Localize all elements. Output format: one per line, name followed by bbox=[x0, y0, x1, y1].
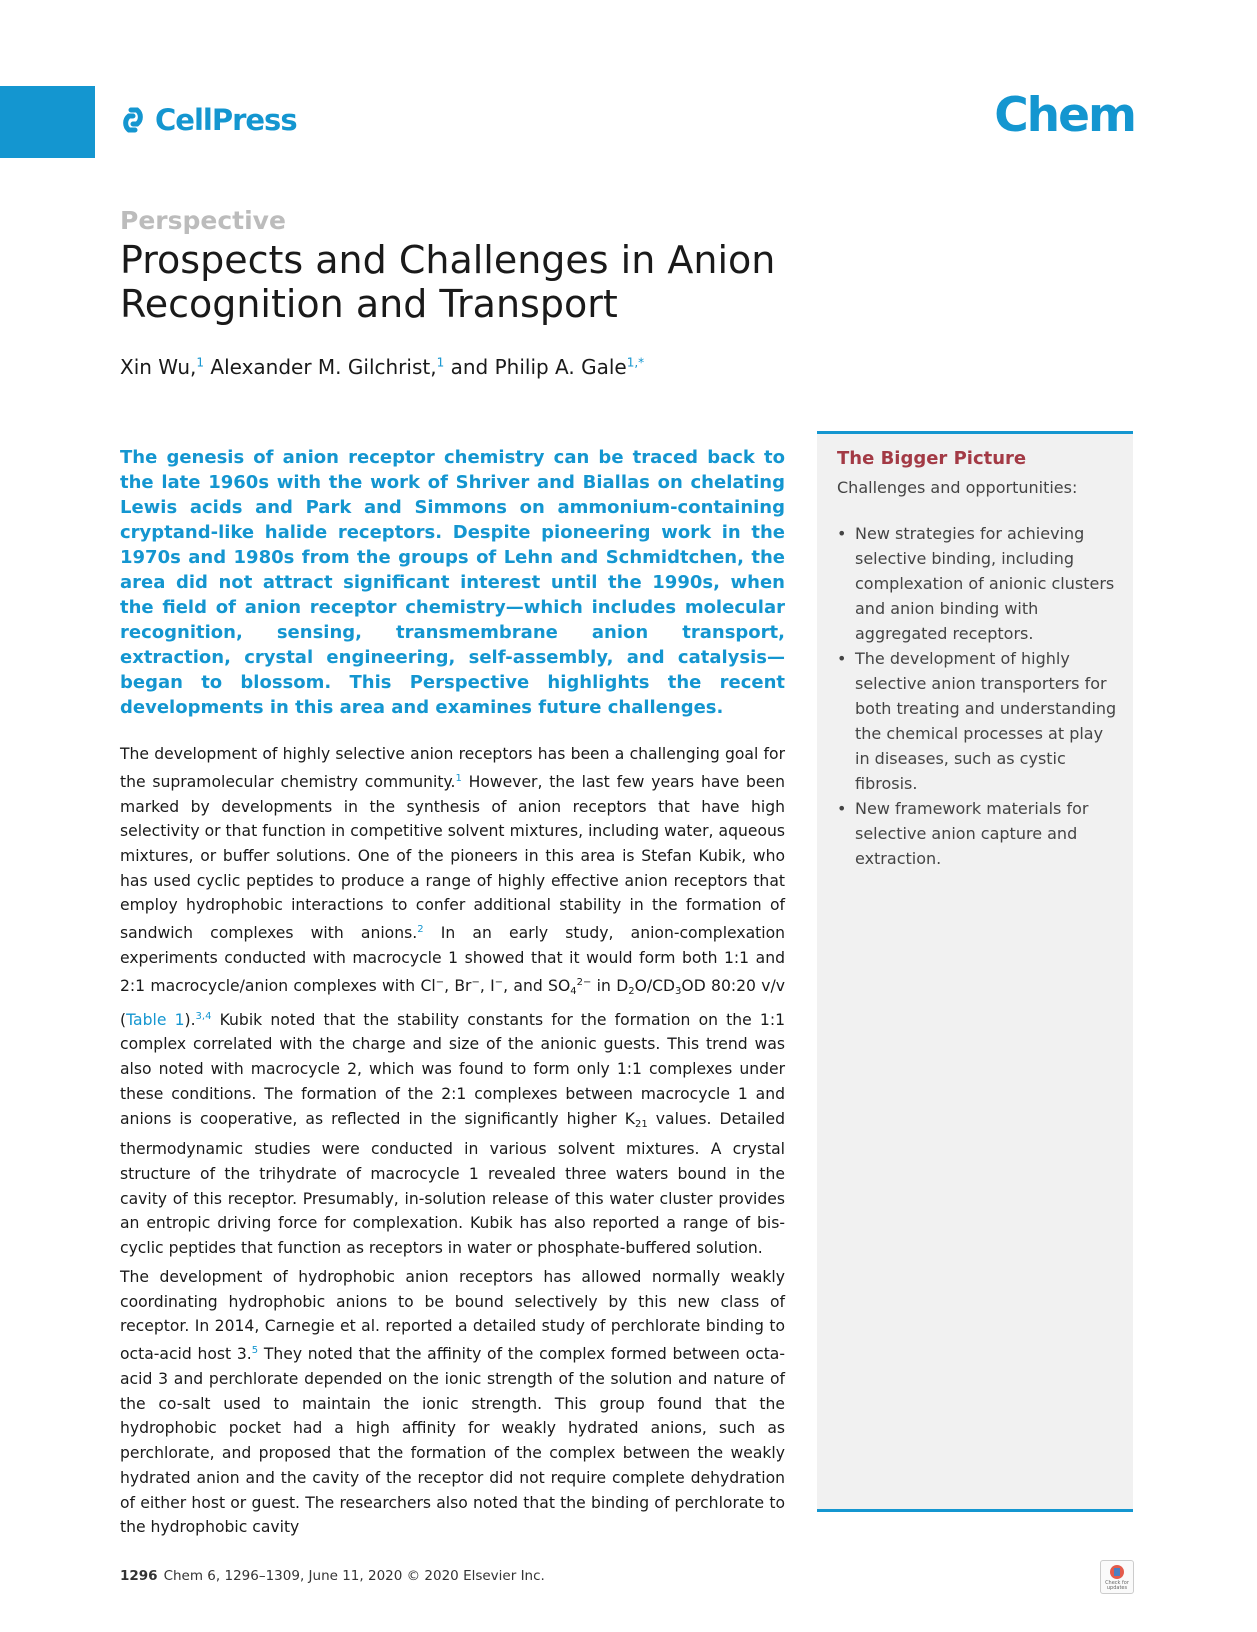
badge-label: Check for updates bbox=[1105, 1580, 1129, 1591]
body-text: in D bbox=[591, 976, 629, 995]
sidebar-subtitle: Challenges and opportunities: bbox=[837, 478, 1078, 497]
bigger-picture-sidebar bbox=[817, 431, 1133, 1512]
page-number: 1296 bbox=[120, 1568, 158, 1584]
table-link[interactable]: Table 1 bbox=[126, 1010, 185, 1029]
charge: 2− bbox=[576, 976, 592, 988]
charge: − bbox=[494, 976, 504, 988]
body-text: The development of highly selective anion receptors has been a challenging goal for the supramolecular chemistry community. bbox=[120, 745, 785, 791]
body-text: ). bbox=[184, 1010, 196, 1029]
body-text: , I bbox=[479, 976, 495, 995]
body-text: O/CD bbox=[634, 976, 676, 995]
list-item-text: New strategies for achieving selective binding, including complexation of anionic clusters and anion binding with aggregated receptors. bbox=[855, 524, 1115, 643]
page-footer bbox=[120, 1568, 545, 1584]
subscript: 2 bbox=[628, 985, 635, 997]
reference-link[interactable]: 1 bbox=[455, 772, 462, 784]
body-paragraph bbox=[120, 742, 785, 1261]
body-paragraph bbox=[120, 1265, 785, 1540]
list-item bbox=[837, 521, 1117, 646]
body-text: In an early study, anion-complexation experiments conducted with macrocycle 1 showed that it would form both 1:1 and 2:1 macrocycle/anion complexes with Cl bbox=[120, 924, 785, 995]
body-text: values. Detailed thermodynamic studies were conducted in various solvent mixtures. A crystal structure of the trihydrate of macrocycle 1 revealed three waters bound in the cavity of this receptor. Presumably, in-solution release of this water cluster provides an entropic driving force for complexation. Kubik has also reported a range of bis-cyclic peptides that function as receptors in water or phosphate-buffered solution. bbox=[120, 1109, 785, 1258]
journal-name[interactable]: Chem bbox=[994, 88, 1135, 143]
body-text: , Br bbox=[444, 976, 472, 995]
bullet: • bbox=[837, 524, 847, 543]
sidebar-title: The Bigger Picture bbox=[837, 448, 1027, 469]
list-item-text: New framework materials for selective anion capture and extraction. bbox=[855, 799, 1089, 868]
subscript: 21 bbox=[634, 1118, 648, 1130]
subscript: 3 bbox=[675, 985, 682, 997]
bullet: • bbox=[837, 799, 847, 818]
article-title: Prospects and Challenges in Anion Recognition and Transport bbox=[120, 238, 776, 326]
reference-link[interactable]: 3,4 bbox=[195, 1010, 212, 1022]
check-for-updates-badge[interactable] bbox=[1100, 1560, 1134, 1594]
cellpress-logo-icon bbox=[119, 107, 149, 133]
body-text: However, the last few years have been marked by developments in the synthesis of anion receptors that have high selectivity or that function in competitive solvent mixtures, including water, aqueous mixtures, or buffer solutions. One of the pioneers in this area is Stefan Kubik, who has used cyclic peptides to produce a range of highly effective anion receptors that employ hydrophobic interactions to confer additional stability in the formation of sandwich complexes with anions. bbox=[120, 772, 785, 943]
publisher-name: CellPress bbox=[155, 103, 297, 137]
charge: − bbox=[471, 976, 480, 988]
list-item bbox=[837, 646, 1117, 796]
sidebar-list bbox=[837, 521, 1117, 871]
reference-link[interactable]: 2 bbox=[417, 924, 424, 936]
body-text: The development of hydrophobic anion receptors has allowed normally weakly coordinating hydrophobic anions to be bound selectively by this new class of receptor. In 2014, Carnegie et al. reported a detailed study of perchlorate binding to octa-acid host 3. bbox=[120, 1268, 785, 1364]
citation: Chem 6, 1296–1309, June 11, 2020 © 2020 Elsevier Inc. bbox=[163, 1568, 545, 1584]
body-text: They noted that the affinity of the complex formed between octa-acid 3 and perchlorate depended on the ionic strength of the solution and nature of the co-salt used to maintain the ionic strength. This group found that the hydrophobic pocket had a high affinity for weakly hydrated anions, such as perchlorate, and proposed that the formation of the complex between the weakly hydrated anion and the cavity of the receptor did not require complete dehydration of either host or guest. The researchers also noted that the binding of perchlorate to the hydrophobic cavity bbox=[120, 1345, 785, 1537]
author-name[interactable]: Alexander M. Gilchrist, bbox=[210, 355, 437, 379]
abstract: The genesis of anion receptor chemistry can be traced back to the late 1960s with the work of Shriver and Biallas on chelating Lewis acids and Park and Simmons on ammonium-containing cryptand-like halide receptors. Despite pioneering work in the 1970s and 1980s from the groups of Lehn and Schmidtchen, the area did not attract significant interest until the 1990s, when the field of anion receptor chemistry—which includes molecular recognition, sensing, transmembrane anion transport, extraction, crystal engineering, self-assembly, and catalysis—began to blossom. This Perspective highlights the recent developments in this area and examines future challenges. bbox=[120, 447, 785, 718]
author-list bbox=[120, 355, 644, 379]
list-item-text: The development of highly selective anion transporters for both treating and understanding the chemical processes at play in diseases, such as cystic fibrosis. bbox=[855, 649, 1117, 793]
subscript: 4 bbox=[570, 985, 577, 997]
body-text: Kubik noted that the stability constants for the formation on the 1:1 complex correlated with the charge and size of the anionic guests. This trend was also noted with macrocycle 2, which was found to form only 1:1 complexes under these conditions. The formation of the 2:1 complexes between macrocycle 1 and anions is cooperative, as reflected in the significantly higher K bbox=[120, 1010, 785, 1128]
body-text: , and SO bbox=[503, 976, 571, 995]
charge: − bbox=[435, 976, 445, 988]
author-name[interactable]: Philip A. Gale bbox=[494, 355, 627, 379]
bullet: • bbox=[837, 649, 847, 668]
cellpress-logo[interactable] bbox=[119, 103, 297, 137]
bookmark-icon bbox=[1114, 1568, 1120, 1576]
author-conjunction: and bbox=[450, 355, 489, 379]
affiliation-ref[interactable]: 1,* bbox=[626, 355, 645, 370]
article-type: Perspective bbox=[120, 206, 286, 235]
body-text: OD 80:20 v/v ( bbox=[120, 976, 785, 1029]
author-name[interactable]: Xin Wu, bbox=[120, 355, 197, 379]
reference-link[interactable]: 5 bbox=[251, 1345, 259, 1357]
header-color-block bbox=[0, 86, 95, 158]
affiliation-ref[interactable]: 1 bbox=[196, 355, 205, 370]
list-item bbox=[837, 796, 1117, 871]
affiliation-ref[interactable]: 1 bbox=[436, 355, 445, 370]
